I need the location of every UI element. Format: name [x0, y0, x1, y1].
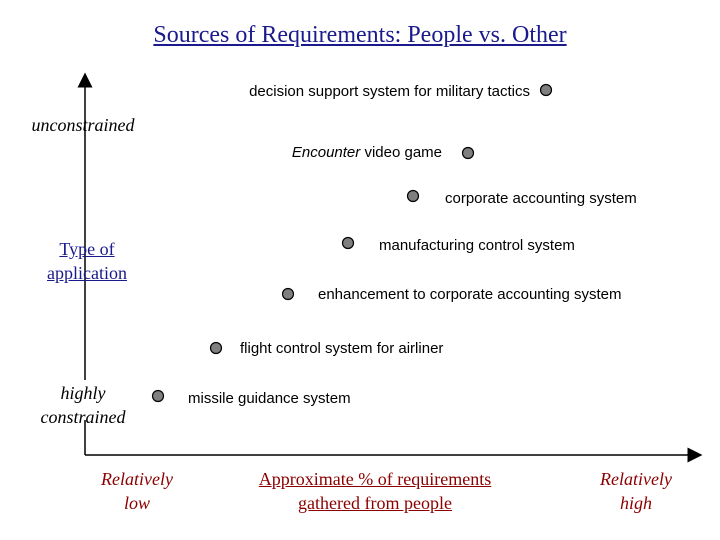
- point-label: decision support system for military tactics: [249, 83, 530, 100]
- x-axis-mid-label-line1: Approximate % of requirements: [258, 469, 492, 489]
- y-axis-mid-label: [22, 237, 152, 285]
- x-axis-low-label: [72, 467, 202, 515]
- x-axis-mid-label-line2: gathered from people: [298, 493, 452, 513]
- point-label: flight control system for airliner: [240, 340, 444, 357]
- point-marker: [343, 238, 354, 249]
- x-axis-mid-label: [205, 467, 545, 515]
- point-marker: [153, 391, 164, 402]
- x-axis-high-label-line2: high: [619, 493, 652, 513]
- point-label-text-part: video game: [360, 144, 442, 161]
- x-axis-high-label-line1: Relatively: [600, 469, 672, 489]
- point-marker: [211, 343, 222, 354]
- point-label: enhancement to corporate accounting system: [318, 286, 622, 303]
- y-axis-mid-label-line1: Type of: [59, 239, 115, 259]
- point-label: manufacturing control system: [379, 237, 575, 254]
- point-marker: [408, 191, 419, 202]
- y-axis-bottom-label: [18, 381, 148, 429]
- x-axis-high-label: [571, 467, 701, 515]
- y-axis-top-label: unconstrained: [31, 115, 135, 135]
- points-layer: [153, 83, 637, 407]
- y-axis-bottom-label-line1: highly: [60, 383, 106, 403]
- point-label-italic-part: Encounter: [291, 144, 361, 161]
- diagram-title: Sources of Requirements: People vs. Other: [153, 22, 567, 48]
- x-axis-low-label-line2: low: [123, 493, 150, 513]
- y-axis-mid-label-line2: application: [47, 263, 127, 283]
- x-axis-low-label-line1: Relatively: [101, 469, 173, 489]
- point-marker: [283, 289, 294, 300]
- point-label: corporate accounting system: [445, 190, 637, 207]
- point-label: missile guidance system: [188, 390, 351, 407]
- point-marker: [463, 148, 474, 159]
- y-axis-bottom-label-line2: constrained: [40, 407, 126, 427]
- point-marker: [541, 85, 552, 96]
- point-label: [292, 144, 442, 161]
